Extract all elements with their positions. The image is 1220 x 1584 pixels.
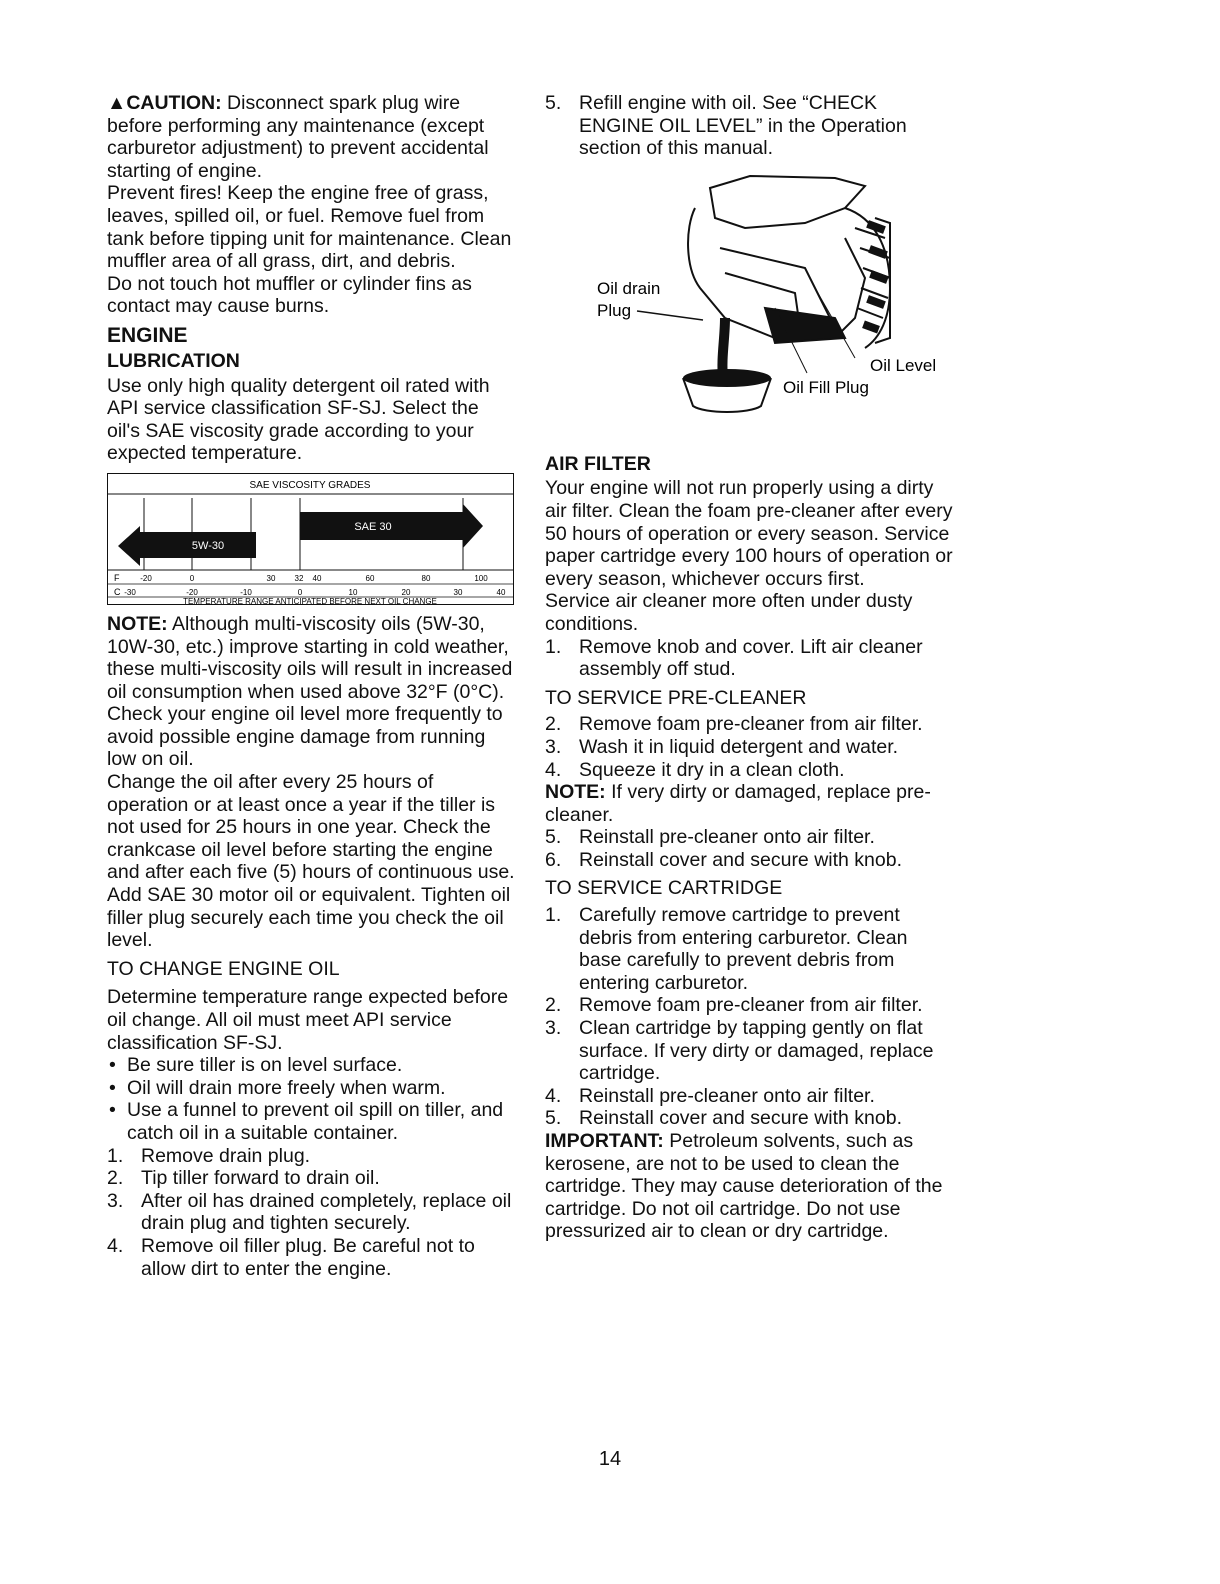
oil-level-label: Oil Level [870, 355, 937, 375]
oil-drain-label: Oil drain [597, 278, 661, 298]
c-tick: 20 [401, 587, 411, 597]
change-oil-heading: TO CHANGE ENGINE OIL [107, 957, 340, 980]
oil-fill-plug-label: Oil Fill Plug [783, 377, 869, 397]
warning-icon: ▲ [107, 92, 127, 114]
list-item: 4. Reinstall pre-cleaner onto air filter. [545, 1084, 875, 1107]
lubrication-heading: LUBRICATION [107, 349, 240, 372]
cartridge-heading: TO SERVICE CARTRIDGE [545, 877, 783, 900]
f-tick: 30 [266, 573, 276, 583]
oil-bullets [107, 1054, 517, 1144]
sae30-label: SAE 30 [354, 520, 392, 533]
5w30-label: 5W-30 [191, 539, 225, 552]
f-tick: 60 [365, 573, 375, 583]
list-item: 4. Remove oil filler plug. Be careful not to allow dirt to enter the engine. [107, 1234, 475, 1280]
fires-paragraph: Prevent fires! Keep the engine free of grass, leaves, spilled oil, or fuel. Remove fuel from tank before tipping unit for maintenance. Clean muffler area of all grass, dirt, and debris. [107, 182, 512, 273]
important-label: IMPORTANT: [545, 1130, 664, 1152]
f-tick: 0 [189, 573, 195, 583]
determine-paragraph: Determine temperature range expected before oil change. All oil must meet API service classification SF-SJ. [107, 986, 509, 1054]
5w30-bar [118, 526, 256, 566]
list-item: 2. Remove foam pre-cleaner from air filter. [545, 713, 923, 736]
f-tick: 80 [421, 573, 431, 583]
c-tick: -10 [240, 587, 252, 597]
list-item: • Use a funnel to prevent oil spill on tiller, and catch oil in a suitable container. [109, 1099, 504, 1144]
drain-pan [683, 369, 771, 412]
lubrication-paragraph: Use only high quality detergent oil rated with API service classification SF-SJ. Select the oil's SAE viscosity grade according to your expected temperature. [107, 374, 490, 465]
list-item: 6. Reinstall cover and secure with knob. [545, 848, 902, 871]
precleaner-note [545, 781, 955, 826]
precleaner-steps [545, 713, 955, 781]
caution-text: Disconnect spark plug wire before performing any maintenance (except carburetor adjustment) to prevent accidental starting of engine. [107, 92, 489, 182]
list-item: 1. Carefully remove cartridge to prevent debris from entering carburetor. Clean base carefully to prevent debris from entering carburetor. [545, 904, 908, 994]
f-tick: -20 [140, 573, 152, 583]
precleaner-heading: TO SERVICE PRE-CLEANER [545, 686, 807, 709]
viscosity-chart [107, 473, 514, 605]
important-text: Petroleum solvents, such as kerosene, are not to be used to clean the cartridge. They may cause deterioration of the cartridge. Do not oil cartridge. Do not use pressurized air to clean or dry cartridge. [545, 1130, 943, 1243]
list-item: 3. Clean cartridge by tapping gently on flat surface. If very dirty or damaged, replace cartridge. [545, 1017, 934, 1085]
f-tick: 100 [474, 573, 488, 583]
list-item: • Be sure tiller is on level surface. [109, 1054, 403, 1077]
c-tick: 40 [496, 587, 506, 597]
list-item: • Oil will drain more freely when warm. [109, 1076, 446, 1099]
caution-label: CAUTION: [126, 92, 222, 114]
drain-plug-leader [637, 311, 703, 320]
list-item: 1. Remove drain plug. [107, 1144, 311, 1167]
viscosity-footer: TEMPERATURE RANGE ANTICIPATED BEFORE NEXT OIL CHANGE [183, 596, 437, 604]
precleaner-steps-2 [545, 826, 955, 871]
c-tick: -30 [124, 587, 136, 597]
left-column [107, 92, 517, 1280]
f-label: F [114, 572, 120, 583]
f-tick: 40 [312, 573, 322, 583]
important-paragraph [545, 1130, 955, 1243]
air-filter-heading: AIR FILTER [545, 452, 651, 475]
muffler-paragraph: Do not touch hot muffler or cylinder fins as contact may cause burns. [107, 272, 472, 318]
engine-heading: ENGINE [107, 323, 188, 347]
engine-illustration [688, 176, 890, 348]
c-tick: -20 [186, 587, 198, 597]
caution-paragraph [107, 92, 517, 182]
oil-drain-plug-label: Plug [597, 300, 632, 320]
list-item: 2. Remove foam pre-cleaner from air filter. [545, 994, 923, 1017]
c-tick: 10 [348, 587, 358, 597]
precleaner-note-text: If very dirty or damaged, replace pre-cleaner. [545, 781, 931, 826]
right-column [545, 92, 955, 1243]
viscosity-title: SAE VISCOSITY GRADES [249, 479, 371, 491]
list-item: 5. Reinstall pre-cleaner onto air filter. [545, 826, 875, 849]
cartridge-steps [545, 904, 955, 1130]
list-item: 1. Remove knob and cover. Lift air cleaner assembly off stud. [545, 635, 923, 681]
change-paragraph: Change the oil after every 25 hours of operation or at least once a year if the tiller is not used for 25 hours in one year. Check the crankcase oil level before starting the engine and after each five (5) hours of continuous use. Add SAE 30 motor oil or equivalent. Tighten oil filler plug securely each time you check the oil level. [107, 771, 515, 952]
precleaner-note-label: NOTE: [545, 781, 606, 804]
refill-step: 5. Refill engine with oil. See “CHECK ENGINE OIL LEVEL” in the Operation section of this manual. [545, 92, 907, 160]
list-item: 3. Wash it in liquid detergent and water. [545, 735, 899, 758]
dusty-paragraph: Service air cleaner more often under dusty conditions. [545, 590, 913, 635]
f-tick: 32 [294, 573, 304, 583]
page-number: 14 [598, 1448, 622, 1470]
c-tick: 0 [297, 587, 303, 597]
list-item: 5. Reinstall cover and secure with knob. [545, 1107, 902, 1130]
oil-stream [722, 318, 725, 378]
note-paragraph [107, 613, 517, 771]
oil-steps [107, 1145, 517, 1281]
note-label: NOTE: [107, 612, 168, 635]
oil-drain-figure [545, 168, 955, 423]
list-item: 2. Tip tiller forward to drain oil. [107, 1167, 380, 1190]
list-item: 3. After oil has drained completely, replace oil drain plug and tighten securely. [107, 1189, 512, 1235]
note-text: Although multi-viscosity oils (5W-30, 10W-30, etc.) improve starting in cold weather, these multi-viscosity oils will result in increased oil consumption when used above 32°F (0°C). Check your engine oil level more frequently to avoid possible engine damage from running low on oil. [107, 612, 513, 771]
c-tick: 30 [453, 587, 463, 597]
list-item: 4. Squeeze it dry in a clean cloth. [545, 758, 845, 781]
c-label: C [114, 586, 121, 597]
air-filter-paragraph: Your engine will not run properly using a dirty air filter. Clean the foam pre-cleaner after every 50 hours of operation or every season. Service paper cartridge every 100 hours of operation or every season, whichever occurs first. [545, 477, 953, 590]
